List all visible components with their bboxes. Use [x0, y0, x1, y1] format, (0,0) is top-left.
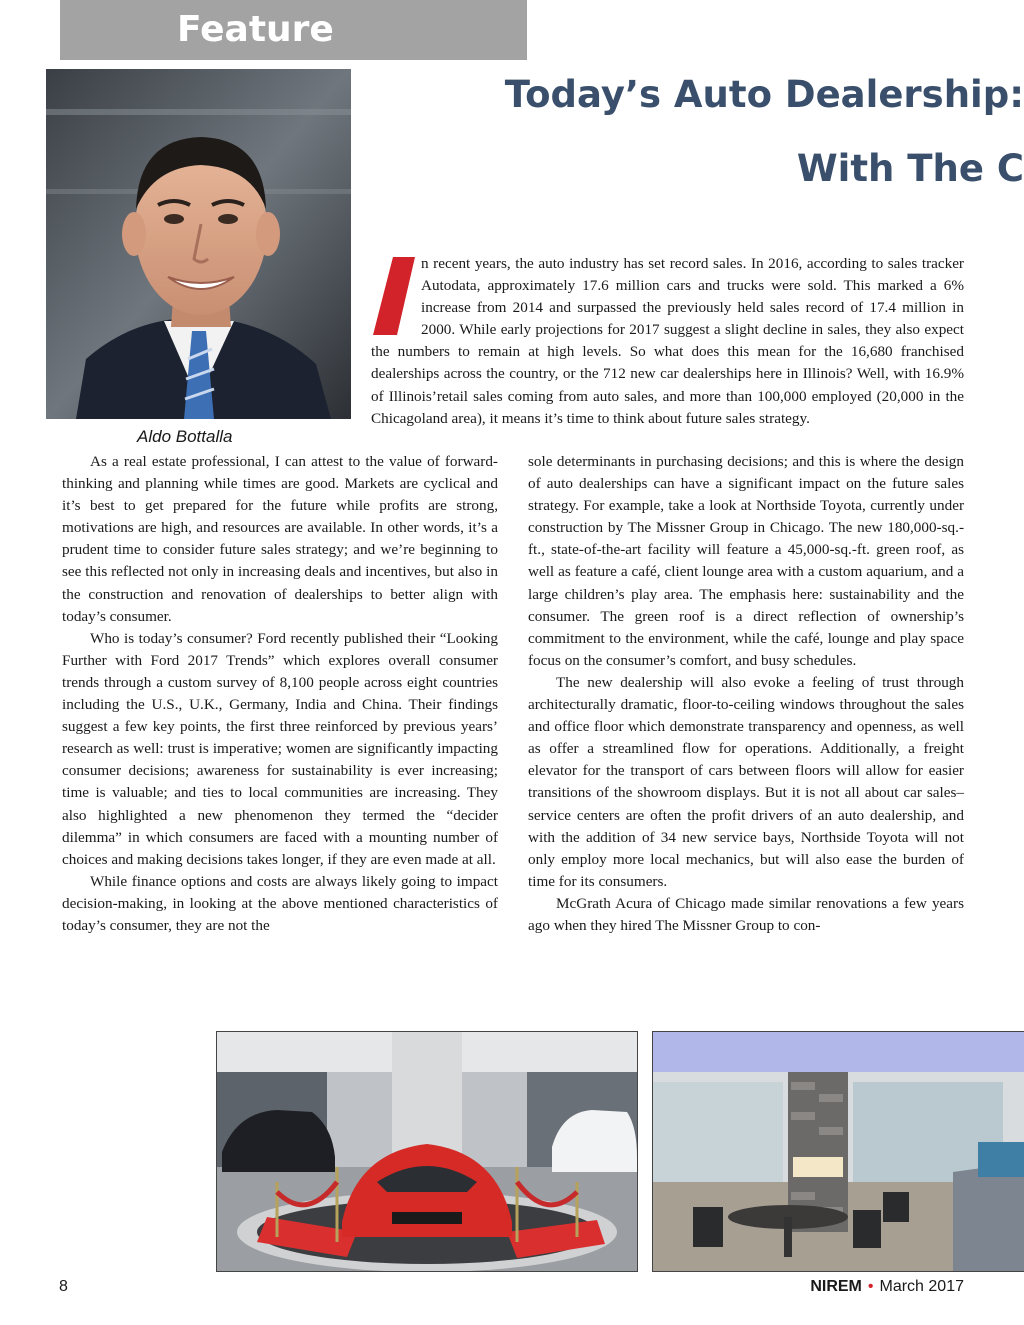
issue-date: March 2017 [879, 1278, 964, 1295]
dropcap-letter-icon [371, 255, 417, 337]
showroom-photo [216, 1031, 638, 1272]
portrait-caption: Aldo Bottalla [137, 427, 233, 446]
headline-line-2: With The C [796, 147, 1024, 190]
right-column [528, 451, 964, 937]
headline-line-1: Today’s Auto Dealership: [504, 73, 1024, 116]
intro-paragraph [371, 253, 964, 430]
left-paragraph-3: While finance options and costs are always likely going to impact decision-making, in looking at the above mentioned characteristics of today’s consumer, they are not the [62, 872, 498, 934]
lounge-image [653, 1032, 1024, 1271]
footer-bullet: • [867, 1278, 874, 1295]
right-paragraph-3: McGrath Acura of Chicago made similar renovations a few years ago when they hired The Missner Group to con- [528, 894, 964, 934]
section-label: Feature [177, 9, 334, 50]
left-paragraph-1: As a real estate professional, I can attest to the value of forward-thinking and planning while times are good. Markets are cyclical and it’s best to get prepared for the future while profits are strong, motivations are high, and resources are available. In other words, it’s a prudent time to consider future sales strategy; and we’re beginning to see this reflected not only in increasing deals and incentives, but also in the construction and renovation of dealerships to better align with today’s consumer. [62, 453, 498, 625]
left-column [62, 451, 498, 937]
magazine-name: NIREM [810, 1278, 862, 1295]
right-paragraph-2: The new dealership will also evoke a feeling of trust through architecturally dramatic, floor-to-ceiling windows throughout the sales and office floor which demonstrate transparency and openness, as well as offer a streamlined flow for operations. Additionally, a freight elevator for the transport of cars between floors will allow for easier transitions of the showroom displays. But it is not all about car sales–service centers are often the profit drivers of an auto dealership, and with the addition of 34 new service bays, Northside Toyota will not only employ more local mechanics, but will also ease the burden of time for its consumers. [528, 673, 964, 890]
lounge-photo [652, 1031, 1024, 1272]
showroom-image [217, 1032, 637, 1271]
running-footer [810, 1278, 964, 1296]
author-portrait [46, 69, 351, 419]
intro-text: n recent years, the auto industry has set record sales. In 2016, according to sales tracker Autodata, approximately 17.6 million cars and trucks were sold. This marked a 6% increase from 2014 and surpassed the previously held sales record of 17.4 million in 2000. While early projections for 2017 suggest a slight decline in sales, they also expect the numbers to remain at high levels. So what does this mean for the 16,680 franchised dealerships across the country, or the 712 new car dealerships here in Illinois? Well, with 16.9% of Illinois’retail sales coming from auto sales, and more than 100,000 employed (20,000 in the Chicagoland area), it means it’s time to think about future sales strategy. [371, 255, 964, 427]
section-banner [60, 0, 527, 60]
left-paragraph-2: Who is today’s consumer? Ford recently published their “Looking Further with Ford 2017 Trends” which explores overall consumer trends through a custom survey of 8,100 people across eight countries including the U.S., U.K., Germany, India and China. Their findings suggest a few key points, the first three reinforced by previous years’ research as well: trust is imperative; women are significantly impacting consumer decisions; awareness for sustainability is ever increasing; time is valuable; and ties to local communities are increasing. They also highlighted a new phenomenon they termed the “decider dilemma” in which consumers are faced with a mounting number of choices and making decisions takes longer, if they are even made at all. [62, 629, 498, 868]
page-number: 8 [59, 1278, 68, 1295]
portrait-image [46, 69, 351, 419]
right-paragraph-1: sole determinants in purchasing decisions; and this is where the design of auto dealerships can have a significant impact on the future sales strategy. For example, take a look at Northside Toyota, currently under construction by The Missner Group in Chicago. The new 180,000-sq.-ft., state-of-the-art facility will feature a 45,000-sq.-ft. green roof, as well as feature a café, client lounge area with a custom aquarium, and a large children’s play area. The emphasis here: sustainability and the consumer. The green roof is a direct reflection of ownership’s commitment to the environment, while the café, lounge and play space focus on the consumer’s comfort, and busy schedules. [528, 453, 964, 669]
